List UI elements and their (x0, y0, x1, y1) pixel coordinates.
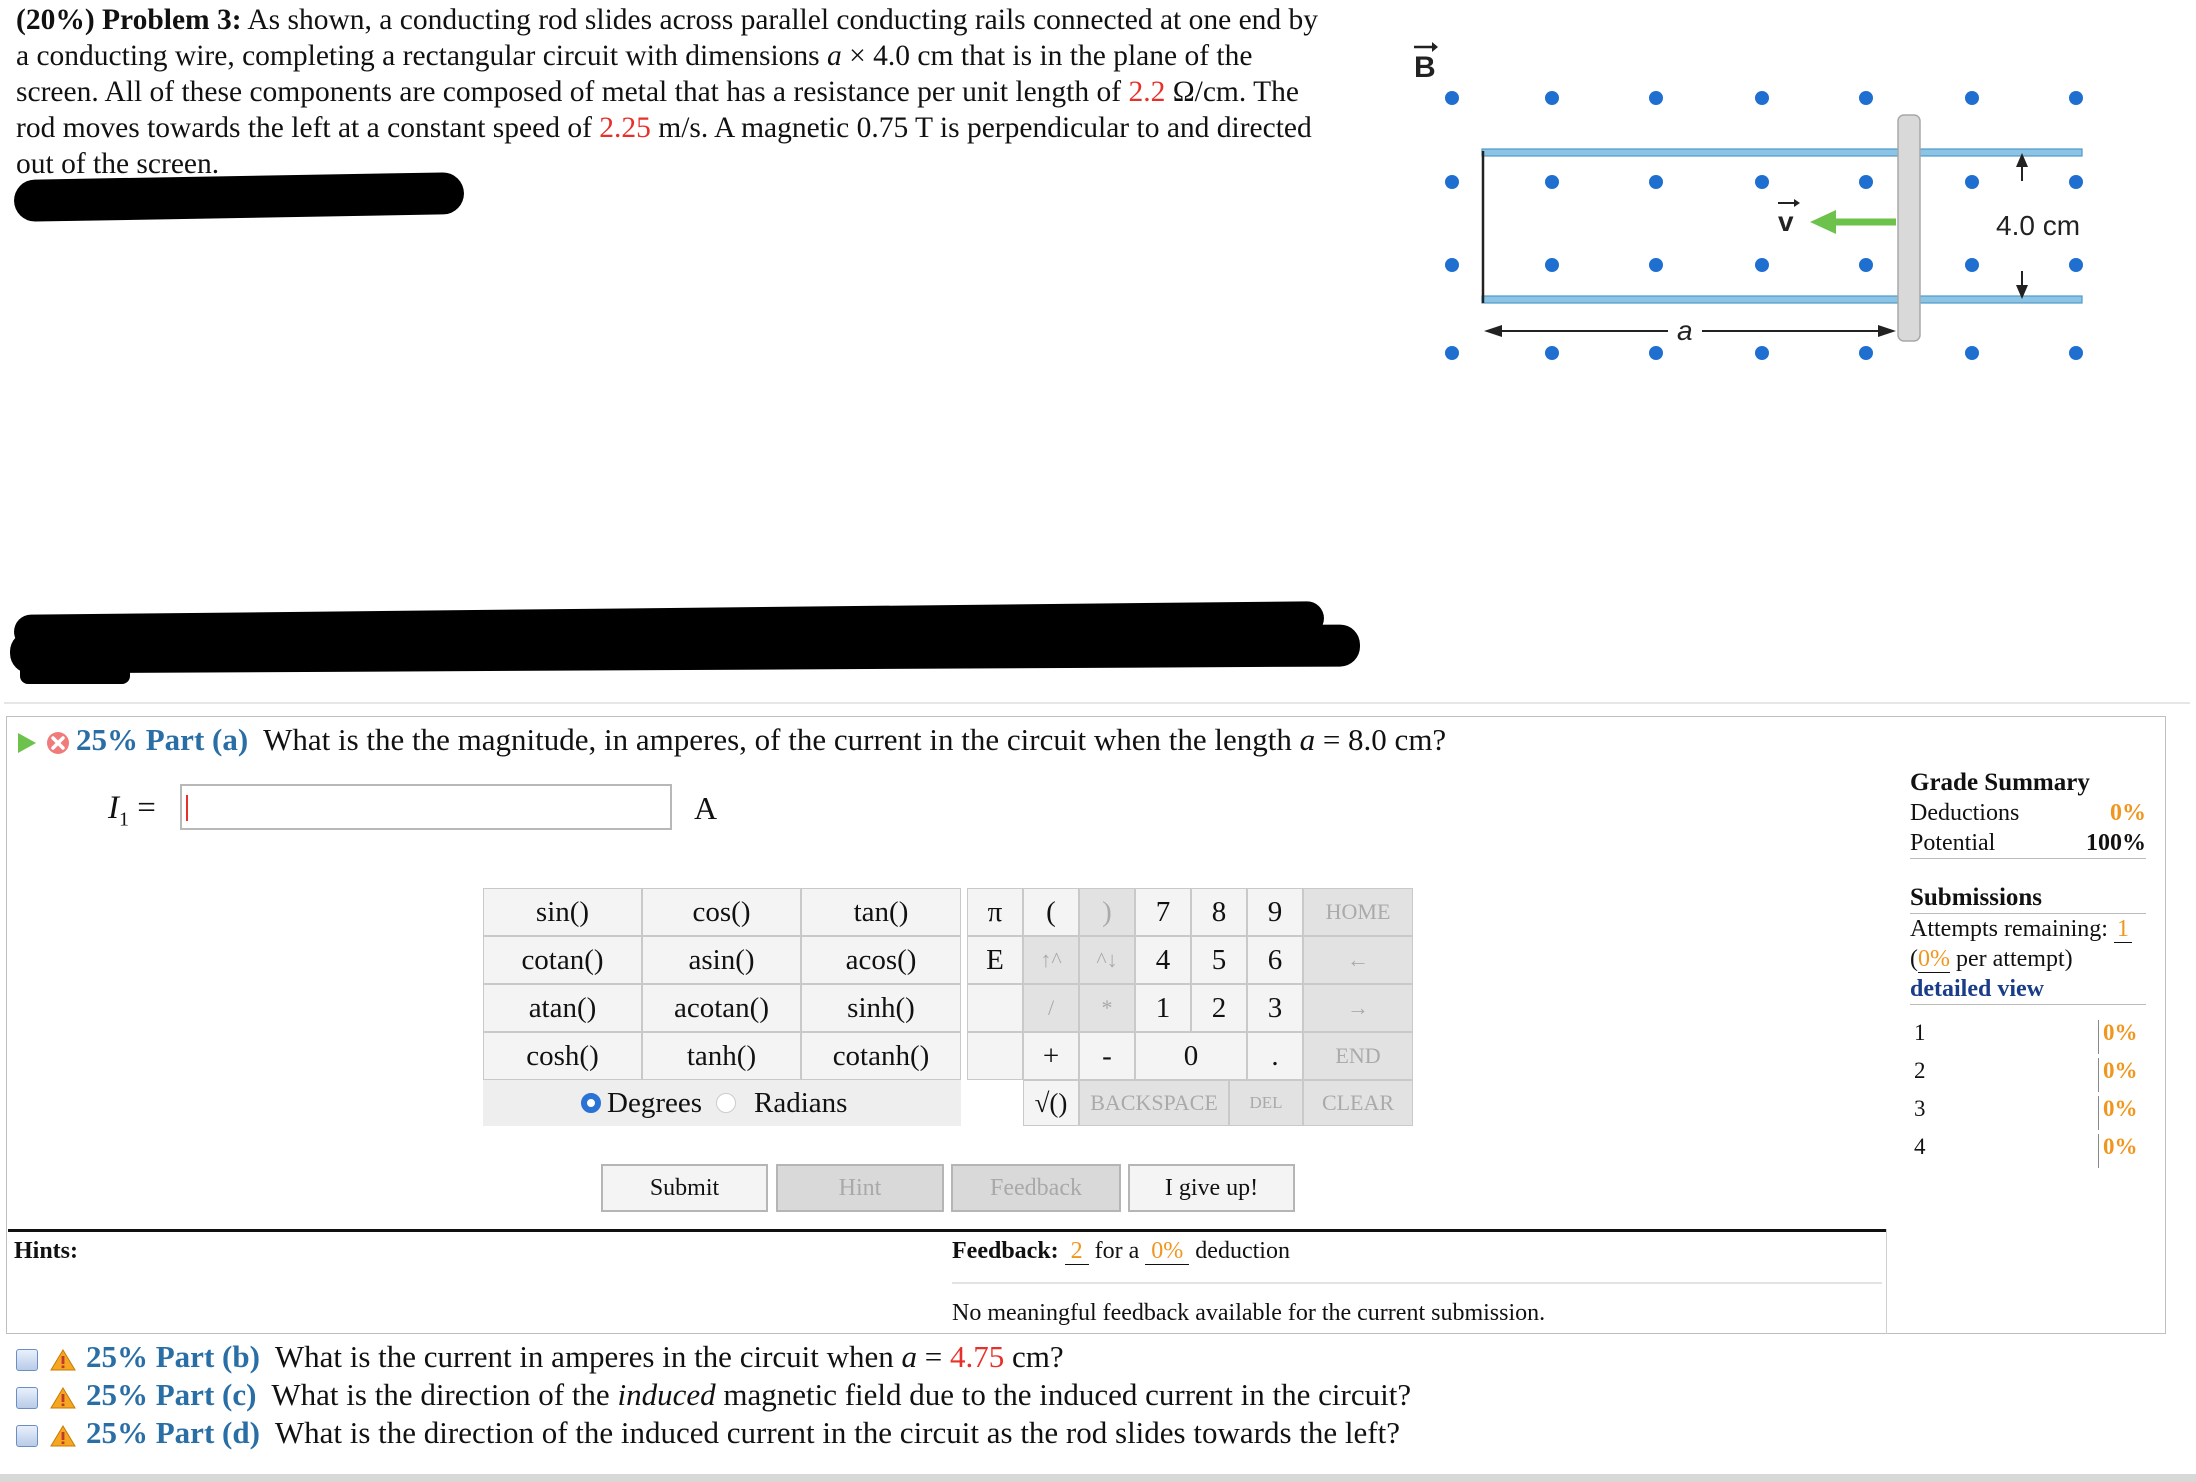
key-open-paren[interactable]: ( (1023, 888, 1079, 936)
per-attempt-row: (0% per attempt) (1910, 946, 2073, 972)
bottom-rail (1482, 296, 2082, 303)
hint-button[interactable]: Hint (776, 1164, 944, 1212)
submissions-title: Submissions (1910, 884, 2043, 911)
feedback-label: Feedback: (952, 1238, 1059, 1264)
magnetic-field-dots (1445, 91, 2083, 360)
part-a-var: a (1299, 722, 1316, 757)
part-d-header[interactable]: 25% Part (d) What is the direction of the induced current in the circuit as the rod slides towards the left? (16, 1414, 1400, 1452)
key-0[interactable]: 0 (1135, 1032, 1247, 1080)
problem-text-2: × 4.0 cm that is in the plane of the screen. All of these components are composed of metal that has a resistance per unit length of (16, 40, 1253, 108)
key-e[interactable]: E (967, 936, 1023, 984)
key-home[interactable]: HOME (1303, 888, 1413, 936)
key-end[interactable]: END (1303, 1032, 1413, 1080)
grade-summary-title: Grade Summary (1910, 769, 2090, 796)
key-cos[interactable]: cos() (642, 888, 801, 936)
key-minus[interactable]: - (1079, 1032, 1135, 1080)
key-sinh[interactable]: sinh() (801, 984, 961, 1032)
conducting-rod (1898, 115, 1920, 341)
submit-button[interactable]: Submit (601, 1164, 768, 1212)
resistance-value: 2.2 (1128, 76, 1166, 108)
hints-label: Hints: (14, 1238, 79, 1264)
key-atan[interactable]: atan() (483, 984, 642, 1032)
submission-row: 1 0% (1910, 1020, 2140, 1058)
key-9[interactable]: 9 (1247, 888, 1303, 936)
speed-value: 2.25 (599, 112, 651, 144)
warning-icon (50, 1386, 76, 1410)
resistance-unit: Ω/cm (1165, 76, 1239, 108)
key-acotan[interactable]: acotan() (642, 984, 801, 1032)
part-b-header[interactable]: 25% Part (b) What is the current in amperes in the circuit when a = 4.75 cm? (16, 1338, 1064, 1376)
circuit-diagram-svg (1400, 35, 2120, 375)
key-4[interactable]: 4 (1135, 936, 1191, 984)
footer-bar (0, 1474, 2196, 1482)
document-icon[interactable] (16, 1387, 38, 1409)
var-a: a (827, 40, 842, 72)
key-spacer (967, 1080, 1023, 1126)
potential-row (1910, 828, 2146, 859)
document-icon[interactable] (16, 1425, 38, 1447)
section-divider (4, 702, 2190, 704)
redaction-mark (20, 662, 130, 684)
feedback-button[interactable]: Feedback (951, 1164, 1121, 1212)
part-a-weight: 25% (76, 722, 138, 757)
redaction-mark (14, 172, 465, 222)
key-pi[interactable]: π (967, 888, 1023, 936)
problem-text-1: As shown, a conducting rod slides across parallel conducting rails connected at one end by a conducting wire, completing a rectangular circuit with dimensions (16, 4, 1319, 72)
feedback-summary (952, 1238, 1290, 1265)
width-label: 4.0 cm (1996, 210, 2081, 241)
key-dot[interactable]: . (1247, 1032, 1303, 1080)
feedback-deduction: deduction (1195, 1238, 1290, 1264)
expand-arrow-icon[interactable] (18, 733, 36, 753)
degrees-radio[interactable] (581, 1093, 601, 1113)
problem-text-3: . The rod moves towards the left at a constant speed of (16, 76, 1299, 144)
potential-label: Potential (1910, 830, 1996, 856)
feedback-percent: 0% (1145, 1238, 1189, 1265)
key-right[interactable]: → (1303, 984, 1413, 1032)
key-tan[interactable]: tan() (801, 888, 961, 936)
key-tanh[interactable]: tanh() (642, 1032, 801, 1080)
key-sin[interactable]: sin() (483, 888, 642, 936)
part-a-question: What is the the magnitude, in amperes, of the current in the circuit when the length (263, 722, 1292, 757)
feedback-message: No meaningful feedback available for the current submission. (952, 1300, 1546, 1326)
attempts-value: 1 (2114, 916, 2132, 943)
key-sqrt[interactable]: √() (1023, 1080, 1079, 1126)
key-5[interactable]: 5 (1191, 936, 1247, 984)
document-icon[interactable] (16, 1349, 38, 1371)
key-6[interactable]: 6 (1247, 936, 1303, 984)
feedback-count: 2 (1065, 1238, 1089, 1265)
problem-statement (16, 2, 1336, 182)
key-8[interactable]: 8 (1191, 888, 1247, 936)
submissions-table (1910, 1020, 2140, 1172)
key-plus[interactable]: + (1023, 1032, 1079, 1080)
key-acos[interactable]: acos() (801, 936, 961, 984)
key-asin[interactable]: asin() (642, 936, 801, 984)
warning-icon (50, 1424, 76, 1448)
velocity-label: v (1778, 206, 1794, 237)
problem-weight: (20%) (16, 4, 95, 36)
part-a-header[interactable] (18, 721, 1446, 759)
answer-label: $I_1$ = (108, 790, 156, 831)
submission-row: 3 0% (1910, 1096, 2140, 1134)
key-multiply[interactable]: * (1079, 984, 1135, 1032)
deductions-row (1910, 798, 2146, 828)
radians-radio[interactable] (716, 1093, 736, 1113)
key-2[interactable]: 2 (1191, 984, 1247, 1032)
problem-text-4: . A magnetic 0.75 T is perpendicular to and directed out of the screen. (16, 112, 1312, 180)
answer-input[interactable] (180, 784, 672, 830)
length-label: a (1677, 315, 1693, 346)
feedback-for-a: for a (1094, 1238, 1140, 1264)
redaction-mark (10, 624, 1360, 673)
part-c-header[interactable]: 25% Part (c) What is the direction of the induced magnetic field due to the induced current in the circuit? (16, 1376, 1411, 1414)
key-cosh[interactable]: cosh() (483, 1032, 642, 1080)
problem-title: Problem 3: (102, 4, 242, 36)
field-label: B (1414, 51, 1436, 84)
part-a-label: Part (a) (145, 722, 249, 757)
key-down[interactable]: ^↓ (1079, 936, 1135, 984)
key-backspace[interactable]: BACKSPACE (1079, 1080, 1229, 1126)
key-1[interactable]: 1 (1135, 984, 1191, 1032)
detailed-view-link[interactable]: detailed view (1910, 974, 2146, 1005)
per-attempt-pct: 0% (1918, 946, 1950, 972)
degrees-label[interactable]: Degrees (607, 1086, 703, 1119)
per-attempt-text: per attempt) (1956, 946, 2073, 972)
key-blank (967, 1032, 1023, 1080)
potential-value: 100% (2086, 830, 2146, 856)
grade-summary (1910, 768, 2146, 1005)
key-cotanh[interactable]: cotanh() (801, 1032, 961, 1080)
deductions-label: Deductions (1910, 800, 2020, 826)
deductions-value: 0% (2110, 800, 2146, 826)
key-blank (967, 984, 1023, 1032)
attempts-label: Attempts remaining: (1910, 916, 2108, 942)
radians-label[interactable]: Radians (754, 1086, 848, 1119)
key-up[interactable]: ↑^ (1023, 936, 1079, 984)
key-close-paren[interactable]: ) (1079, 888, 1135, 936)
warning-icon (50, 1348, 76, 1372)
speed-unit: m/s (650, 112, 701, 144)
incorrect-x-icon (46, 731, 70, 755)
text-caret (186, 795, 188, 821)
hints-divider (8, 1229, 1886, 1232)
attempts-row (1910, 913, 2146, 944)
key-del[interactable]: DEL (1229, 1080, 1303, 1126)
submission-row: 4 0% (1910, 1134, 2140, 1172)
key-divide[interactable]: / (1023, 984, 1079, 1032)
submission-row: 2 0% (1910, 1058, 2140, 1096)
key-cotan[interactable]: cotan() (483, 936, 642, 984)
part-a-condition: = 8.0 cm? (1322, 722, 1447, 757)
feedback-divider (952, 1282, 1882, 1284)
top-rail (1482, 149, 2082, 156)
feedback-right-border (1886, 1229, 1887, 1334)
key-3[interactable]: 3 (1247, 984, 1303, 1032)
angle-mode-selector (483, 1080, 961, 1126)
answer-unit: A (694, 790, 718, 826)
circuit-diagram (1400, 35, 2120, 375)
key-left[interactable]: ← (1303, 936, 1413, 984)
key-clear[interactable]: CLEAR (1303, 1080, 1413, 1126)
key-7[interactable]: 7 (1135, 888, 1191, 936)
give-up-button[interactable]: I give up! (1128, 1164, 1295, 1212)
